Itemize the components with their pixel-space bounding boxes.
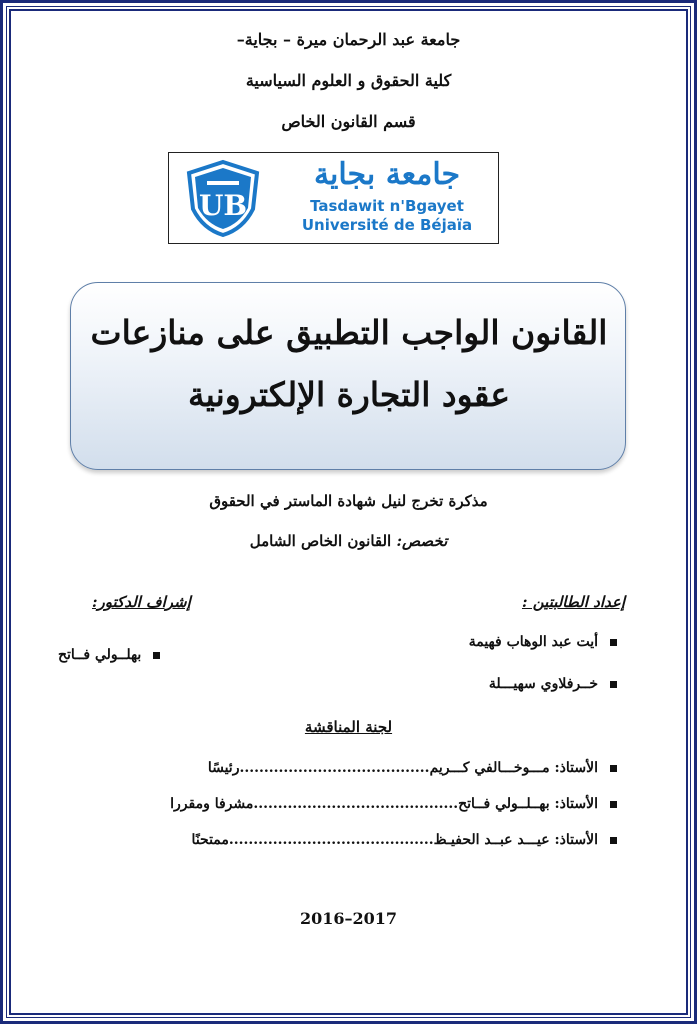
specialty-line xyxy=(0,532,697,550)
member-role: مشرفا ومقررا xyxy=(170,796,254,812)
dot-leader: ....................................... xyxy=(239,760,430,776)
bullet-icon xyxy=(610,837,617,844)
member-role: ممتحنًا xyxy=(191,832,229,848)
specialty-value: القانون الخاص الشامل xyxy=(249,532,392,550)
thesis-title-box xyxy=(70,282,626,470)
supervisor-item xyxy=(58,647,160,663)
department-name: قسم القانون الخاص xyxy=(281,112,416,131)
dot-leader: .......................................... xyxy=(228,832,434,848)
logo-kabyle-name: Tasdawit n'Bgayet xyxy=(310,197,464,215)
student-name: أيت عبد الوهاب فهيمة xyxy=(468,634,598,650)
thesis-title-line2: عقود التجارة الإلكترونية xyxy=(187,375,511,414)
students-label: إعداد الطالبتين : xyxy=(521,593,625,611)
bullet-icon xyxy=(610,639,617,646)
student-name: خــرفلاوي سهيـــلة xyxy=(488,676,598,692)
logo-french-name: Université de Béjaïa xyxy=(301,216,473,234)
logo-arabic-name: جامعة بجاية xyxy=(313,157,461,192)
specialty-label: تخصص: xyxy=(396,532,448,550)
dot-leader: .......................................... xyxy=(253,796,459,812)
supervisor-label: إشراف الدكتور: xyxy=(92,593,191,611)
member-name: الأستاذ: بهــلــولي فــاتح xyxy=(458,796,598,812)
member-name: الأستاذ: مـــوخـــالفي كـــريم xyxy=(429,760,598,776)
faculty-name: كلية الحقوق و العلوم السياسية xyxy=(245,71,452,90)
bullet-icon xyxy=(153,652,160,659)
member-name: الأستاذ: عيـــد عبــد الحفيـظ xyxy=(433,832,598,848)
committee-member xyxy=(170,796,617,812)
university-logo xyxy=(168,152,499,244)
member-role: رئيسًا xyxy=(207,760,240,776)
committee-label: لجنة المناقشة xyxy=(304,718,393,736)
academic-year: 2016–2017 xyxy=(299,909,398,928)
committee-member xyxy=(208,760,617,776)
thesis-title-line1: القانون الواجب التطبيق على منازعات xyxy=(90,313,608,352)
committee-member xyxy=(192,832,617,848)
student-item xyxy=(469,634,617,650)
bullet-icon xyxy=(610,801,617,808)
bullet-icon xyxy=(610,765,617,772)
university-name: جامعة عبد الرحمان ميرة – بجاية– xyxy=(236,30,461,49)
supervisor-name: بهلــولي فــاتح xyxy=(58,647,142,663)
student-item xyxy=(489,676,617,692)
university-emblem-icon xyxy=(183,159,263,237)
bullet-icon xyxy=(610,681,617,688)
emblem-letters: UB xyxy=(198,189,248,222)
degree-text: مذكرة تخرج لنيل شهادة الماستر في الحقوق xyxy=(209,492,488,510)
